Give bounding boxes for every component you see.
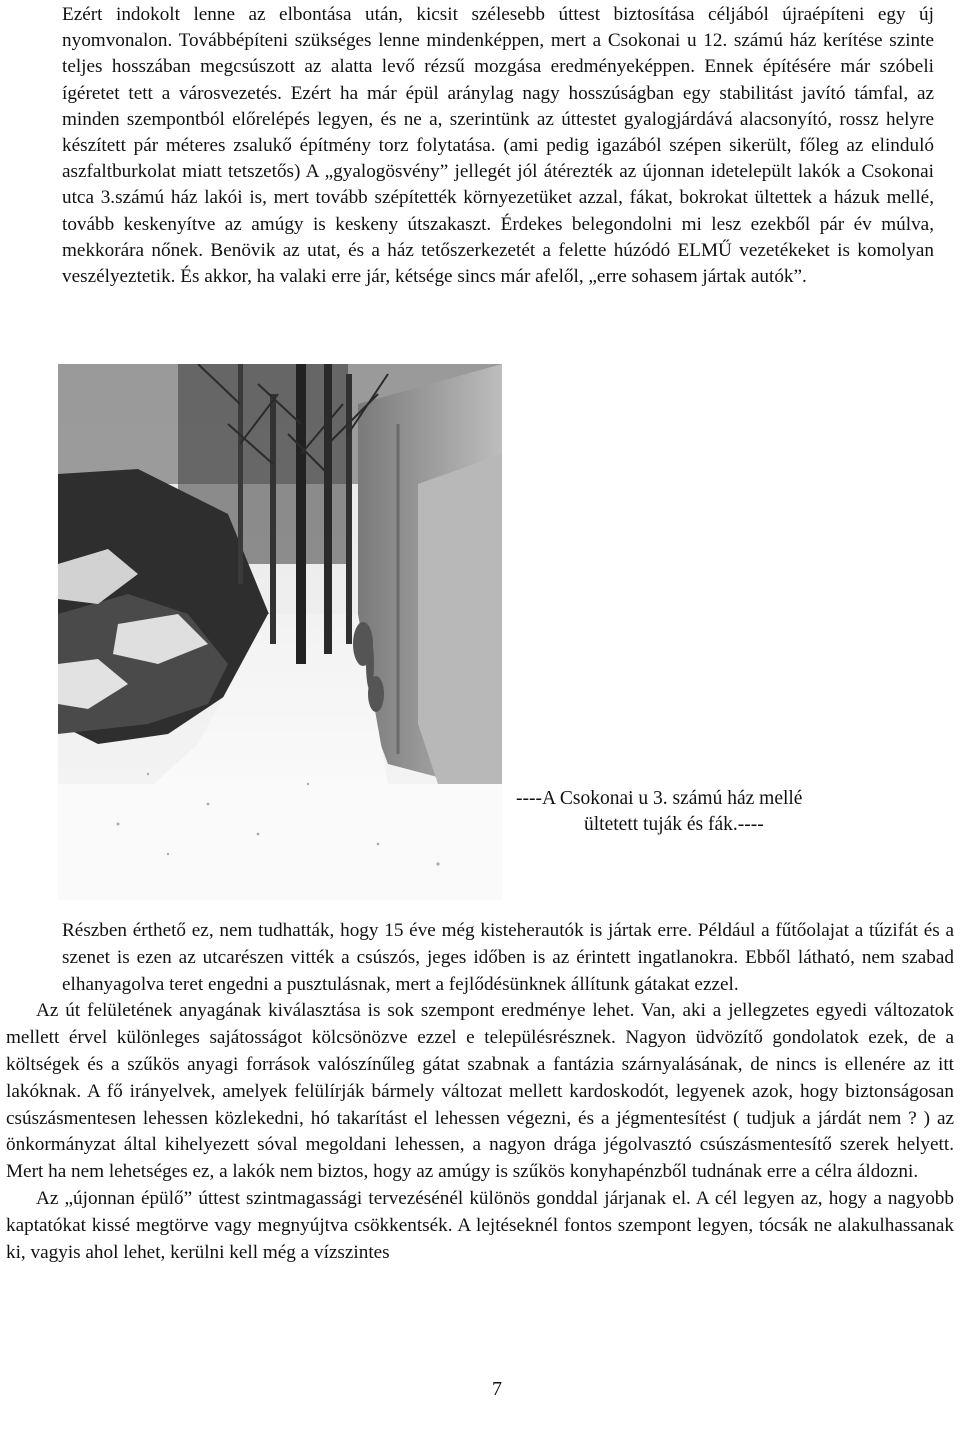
caption-line-1: ----A Csokonai u 3. számú ház mellé <box>516 788 803 809</box>
paragraph-3: Az „újonnan épülő” úttest szintmagassági tervezésénél különös gonddal járjanak el. A cél legyen az, hogy a nagyobb kaptatókat kissé megtörve vagy megnyújtva csökkentsék. A lejtéseknél fontos szempont legyen, tócsák ne alakulhassanak ki, vagyis ahol lehet, kerülni kell még a vízszintes <box>6 1187 954 1263</box>
paragraph-top: Ezért indokolt lenne az elbontása után, kicsit szélesebb úttest biztosítása céljából újraépíteni egy új nyomvonalon. Továbbépíteni szükséges lenne mindenképpen, mert a Csokonai u 12. számú ház kerítése szinte teljes hosszában megcsúszott az alatta levő rézsű mozgása eredményeképpen. Ennek építésére már szóbeli ígéretet tett a városvezetés. Ezért ha már épül aránylag nagy hosszúságban egy stabilitást javító támfal, az minden szempontból előrelépés legyen, és ne a, szerintünk az úttestet gyalogjárdává alacsonyító, rossz helyre készített pár méteres zsalukő építmény torz folytatása. (ami pedig igazából szépen sikerült, főleg az elinduló aszfaltburkolat miatt tetszetős) A „gyalogösvény” jellegét jól átérezték az újonnan idetelepült lakók a Csokonai utca 3.számú ház lakói is, mert tovább szépítették környezetüket azzal, fákat, bokrokat ültettek a házuk mellé, tovább keskenyítve az amúgy is keskeny útszakaszt. Érdekes belegondolni mi lesz ezekből pár év múlva, mekkorára nőnek. Benövik az utat, és a ház tetőszerkezetét a felette húzódó ELMŰ vezetékeket is komolyan veszélyeztetik. És akkor, ha valaki erre jár, kétsége sincs már afelől, „erre sohasem jártak autók”. <box>62 4 934 288</box>
snowy-path-photo <box>58 364 502 900</box>
photo-caption <box>508 786 888 838</box>
paragraph-1: Részben érthető ez, nem tudhatták, hogy 15 éve még kisteherautók is jártak erre. Például a fűtőolajat a tűzifát és a szenet is ezen az utcarészen vitték a csúszós, jeges időben is az érintett ingatlanokra. Ebből látható, nem szabad elhanyagolva teret engedni a pusztulásnak, mert a fejlődésünknek állítunk gátakat ezzel. <box>62 920 954 995</box>
paragraph-2: Az út felületének anyagának kiválasztása is sok szempont eredménye lehet. Van, aki a jellegzetes egyedi változatok mellett érvel különleges sajátosságot kölcsönözve ezzel e településrésznek. Nagyon üdvözítő gondolatok ezek, de a költségek és a szűkös anyagi források valószínűleg gátat szabnak a fantázia szárnyalásának, de nincs is ellenére az itt lakóknak. A fő irányelvek, amelyek felülírják bármely változat mellett kardoskodót, legyenek azok, hogy biztonságosan csúszásmentesen lehessen közlekedni, hó takarítást el lehessen végezni, és a jégmentesítést ( tudjuk a járdát nem ? ) az önkormányzat által kihelyezett sóval megoldani lehessen, a nagyon drága jégolvasztó csúszásmentesítő szerek helyett. Mert ha nem lehetséges ez, a lakók nem biztos, hogy az amúgy is szűkös konyhapénzből tudnának erre a célra áldozni. <box>6 1000 954 1183</box>
body-text <box>6 918 954 1266</box>
photo-illustration <box>58 364 502 900</box>
page-number: 7 <box>492 1378 502 1400</box>
caption-line-2: ültetett tuják és fák.---- <box>584 814 764 835</box>
